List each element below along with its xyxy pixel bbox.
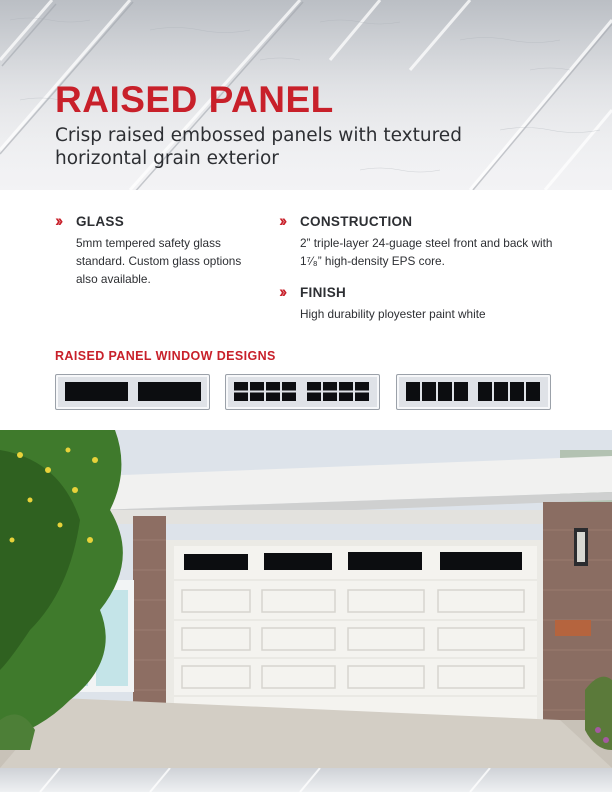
page-title: RAISED PANEL bbox=[55, 79, 334, 120]
double-chevron-right-icon: ›› bbox=[279, 282, 285, 301]
cathedral-grid-window-diagram bbox=[397, 375, 550, 409]
page-subtitle: Crisp raised embossed panels with textured horizontal grain exterior bbox=[55, 125, 462, 169]
window-design-cathedral-grid bbox=[396, 374, 551, 410]
window-pane bbox=[65, 382, 128, 401]
house-illustration bbox=[0, 430, 612, 768]
window-designs-title: RAISED PANEL WINDOW DESIGNS bbox=[55, 349, 276, 363]
footer-texture bbox=[0, 768, 612, 792]
window-pane bbox=[138, 382, 201, 401]
plain-window-diagram bbox=[56, 375, 209, 409]
footer-texture-strip bbox=[0, 768, 612, 792]
feature-finish-description: High durability ployester paint white bbox=[300, 307, 486, 321]
window-design-colonial-grid bbox=[225, 374, 380, 410]
double-chevron-right-icon: ›› bbox=[55, 211, 61, 230]
feature-finish bbox=[279, 282, 579, 325]
feature-finish-title: FINISH bbox=[300, 285, 347, 300]
feature-construction bbox=[279, 211, 579, 274]
window-design-plain bbox=[55, 374, 210, 410]
feature-construction-description: 2” triple-layer 24-guage steel front and back with 1⁷⁄₈” high-density EPS core. bbox=[300, 236, 553, 268]
feature-glass bbox=[55, 211, 270, 294]
header-banner bbox=[0, 0, 612, 190]
feature-glass-title: GLASS bbox=[76, 214, 125, 229]
double-chevron-right-icon: ›› bbox=[279, 211, 285, 230]
feature-construction-title: CONSTRUCTION bbox=[300, 214, 413, 229]
garage-door-house-photo bbox=[0, 430, 612, 768]
colonial-grid-window-diagram bbox=[226, 375, 379, 409]
feature-glass-description: 5mm tempered safety glass standard. Custom glass options also available. bbox=[76, 236, 242, 286]
